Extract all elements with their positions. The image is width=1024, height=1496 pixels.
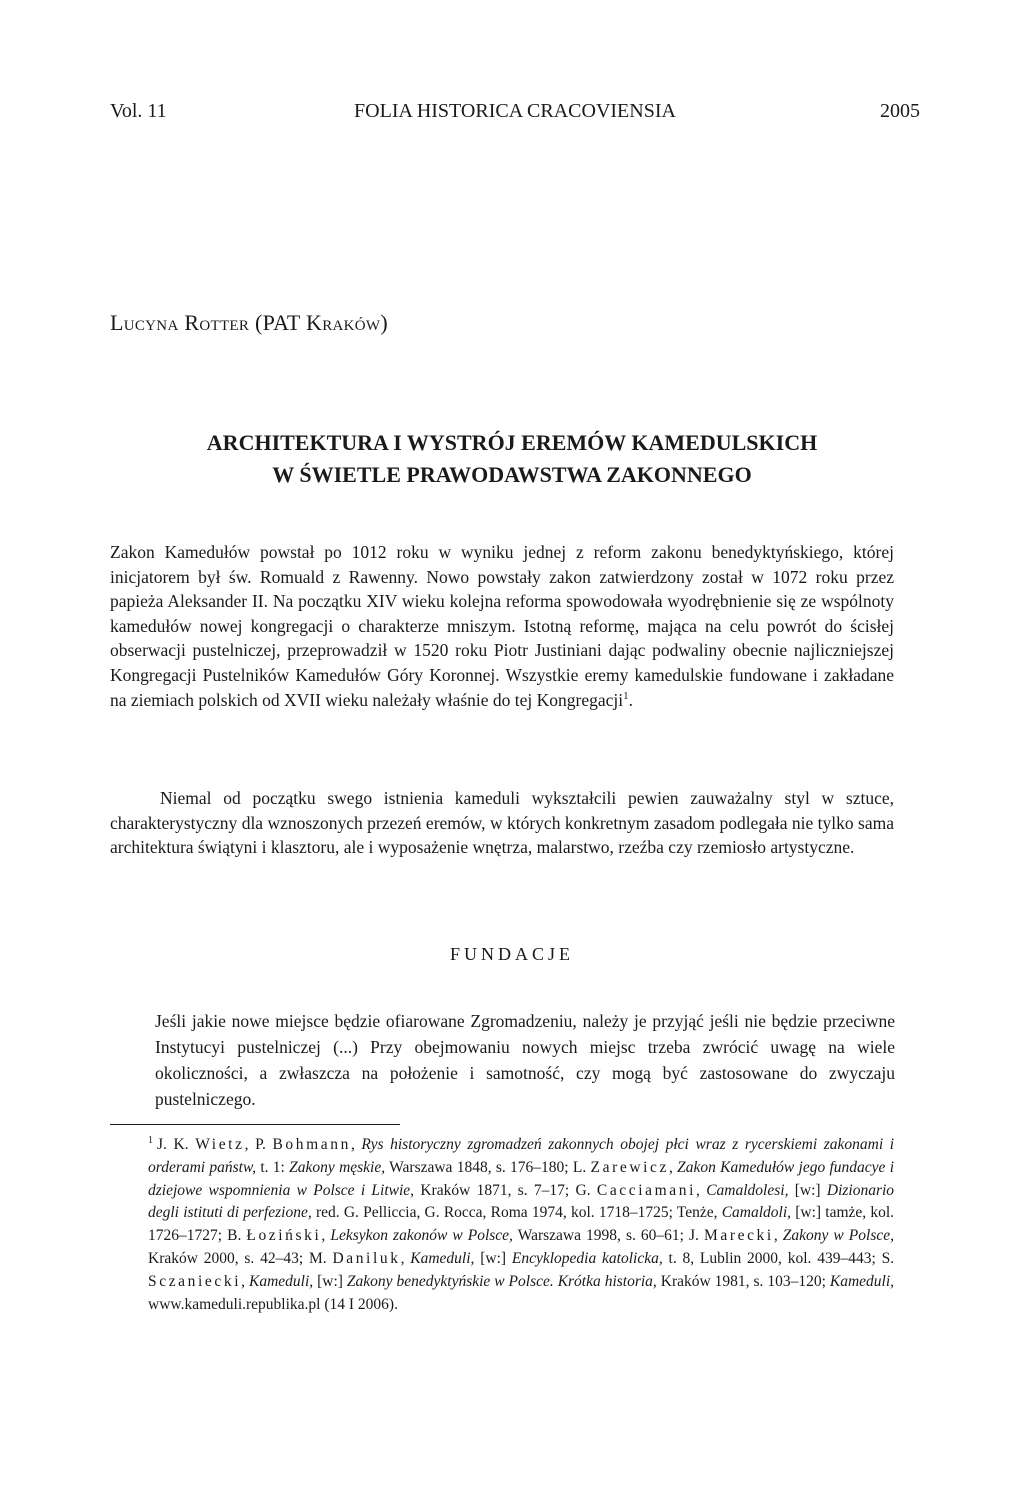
citation-detail: Kraków 1871, s. 7–17; G. [420, 1181, 591, 1199]
footnote-body: $^1$ J. K. Wietz, P. Bohmann, Rys historyczny zgromadzeń zakonnych obojej płci wraz z rycerskiemi zakonami i orderami państw, t. 1: Zakony męskie, Warszawa 1848, s. 176–180; L. Zarewicz, Zakon Kamedułów jego fundacye i dziejowe wspomnienia w Polsce i Litwie, Kraków 1871, s. 7–17; G. Cacciamani, Camaldolesi, [w:] Dizionario degli istituti di perfezione, red. G. Pelliccia, G. Rocca, Roma 1974, kol. 1718–1725; Tenże, Camaldoli, [w:] tamże, kol. 1726–1727; B. Łoziński, Leksykon zakonów w Polsce, Warszawa 1998, s. 60–61; J. Marecki, Zakony w Polsce, Kraków 2000, s. 42–43; M. Daniluk, Kameduli, [w:] Encyklopedia katolicka, t. 8, Lublin 2000, kol. 439–443; S. Sczaniecki, Kameduli, [w:] Zakony benedyktyńskie w Polsce. Krótka historia, Kraków 1981, s. 103–120; Kameduli, www.kameduli.republika.pl (14 I 2006). [148, 1134, 895, 1313]
author-surname: Cacciamani [596, 1181, 697, 1199]
author-line: Lucyna Rotter (PAT Kraków) [110, 310, 388, 335]
citation-detail: red. G. Pelliccia, G. Rocca, Roma 1974, kol. 1718–1725; Tenże, [315, 1204, 718, 1222]
author-surname: Marecki [703, 1227, 774, 1245]
author-surname: Wietz [195, 1136, 245, 1153]
work-title: Zakon Kamedułów jego fundacye i dziejowe wspomnienia w Polsce i Litwie, [148, 1158, 895, 1199]
citation-detail: [w:] tamże, kol. 1726–1727; B. [148, 1204, 895, 1245]
work-title: Rys historyczny zgromadzeń zakonnych obojej płci wraz z rycerskiemi zakonami i orderami państw, [148, 1136, 895, 1176]
paragraph-intro-end: . [628, 689, 634, 710]
footnote-number: 1 [148, 1134, 153, 1146]
paragraph-intro [110, 540, 894, 712]
running-head [110, 98, 920, 124]
block-quote: Jeśli jakie nowe miejsce będzie ofiarowane Zgromadzeniu, należy je przyjąć jeśli nie będzie przeciwne Instytucyi pustelniczej (...) Przy obejmowaniu nowych miejsc trzeba zwrócić uwagę na wiele okoliczności, a zwłaszcza na położenie i samotność, czy mogą być zastosowane do zwyczaju pustelniczego. [155, 1011, 895, 1109]
citation-detail: [w:] [794, 1181, 821, 1199]
title-line-1: ARCHITEKTURA I WYSTRÓJ EREMÓW KAMEDULSKICH [206, 430, 818, 455]
citation-detail: t. 8, Lublin 2000, kol. 439–443; S. [668, 1249, 895, 1267]
footnote-separator [110, 1124, 400, 1125]
footnote-1 [110, 1134, 894, 1316]
author-initials: P. [255, 1136, 266, 1153]
article-title [60, 427, 964, 491]
web-citation: www.kameduli.republika.pl (14 I 2006). [148, 1295, 398, 1313]
paragraph-style: Niemal od początku swego istnienia kameduli wykształcili pewien zauważalny styl w sztuce, charakterystyczny dla wznoszonych przezeń eremów, w których konkretnym zasadom podlegała nie tylko sama architektura świątyni i klasztoru, ale i wyposażenie wnętrza, malarstwo, rzeźba czy rzemiosło artystyczne. [110, 788, 894, 858]
citation-detail: Kraków 2000, s. 42–43; M. [148, 1249, 327, 1267]
author-surname: Daniluk [332, 1249, 401, 1267]
author-surname: Łoziński [246, 1227, 322, 1245]
work-title: Kameduli, [410, 1249, 475, 1267]
citation-detail: Kraków 1981, s. 103–120; [660, 1272, 826, 1290]
citation-detail: [w:] [317, 1272, 343, 1290]
citation-detail: Warszawa 1848, s. 176–180; L. [389, 1158, 587, 1176]
work-title: Zakony męskie, [289, 1158, 386, 1176]
citation-detail: Warszawa 1998, s. 60–61; J. [517, 1227, 699, 1245]
section-heading: FUNDACJE [449, 944, 574, 964]
volume-number: Vol. 11 [110, 100, 167, 122]
journal-title: FOLIA HISTORICA CRACOVIENSIA [354, 100, 676, 122]
work-title: Dizionario degli istituti di perfezione, [148, 1181, 895, 1222]
citation-detail: [w:] [480, 1249, 507, 1267]
author-surname: Zarewicz [590, 1158, 669, 1176]
author-surname: Bohmann [272, 1136, 351, 1153]
work-title: Zakony benedyktyńskie w Polsce. Krótka historia, [346, 1272, 657, 1290]
work-title: Encyklopedia katolicka, [511, 1249, 663, 1267]
title-line-2: W ŚWIETLE PRAWODAWSTWA ZAKONNEGO [272, 462, 752, 487]
footnote-reference[interactable]: 1 [623, 689, 629, 702]
citation-detail: t. 1: [260, 1158, 285, 1176]
work-title: Kameduli, [829, 1272, 895, 1290]
author-initials: J. K. [157, 1136, 189, 1153]
work-title: Kameduli, [248, 1272, 314, 1290]
author-surname: Sczaniecki [148, 1272, 242, 1290]
work-title: Leksykon zakonów w Polsce, [330, 1227, 513, 1245]
work-title: Zakony w Polsce, [782, 1227, 894, 1245]
publication-year: 2005 [880, 100, 920, 122]
work-title: Camaldolesi, [706, 1181, 789, 1199]
paragraph-intro-text: Zakon Kamedułów powstał po 1012 roku w wyniku jednej z reform zakonu benedyktyńskiego, której inicjatorem był św. Romuald z Rawenny. Nowo powstały zakon zatwierdzony został w 1072 roku przez papieża Aleksander II. Na początku XIV wieku kolejna reforma spowodowała wyodrębnienie się ze wspólnoty kamedułów nowej kongregacji o charakterze mniszym. Istotną reformę, mająca na celu powrót do ścisłej obserwacji pustelniczej, przeprowadził w 1520 roku Piotr Justiniani dając podwaliny obecnie najliczniejszej Kongregacji Pustelników Kamedułów Góry Koronnej. Wszystkie eremy kamedulskie fundowane i zakładane na ziemiach polskich od XVII wieku należały właśnie do tej Kongregacji [110, 542, 894, 710]
work-title: Camaldoli, [721, 1204, 792, 1222]
